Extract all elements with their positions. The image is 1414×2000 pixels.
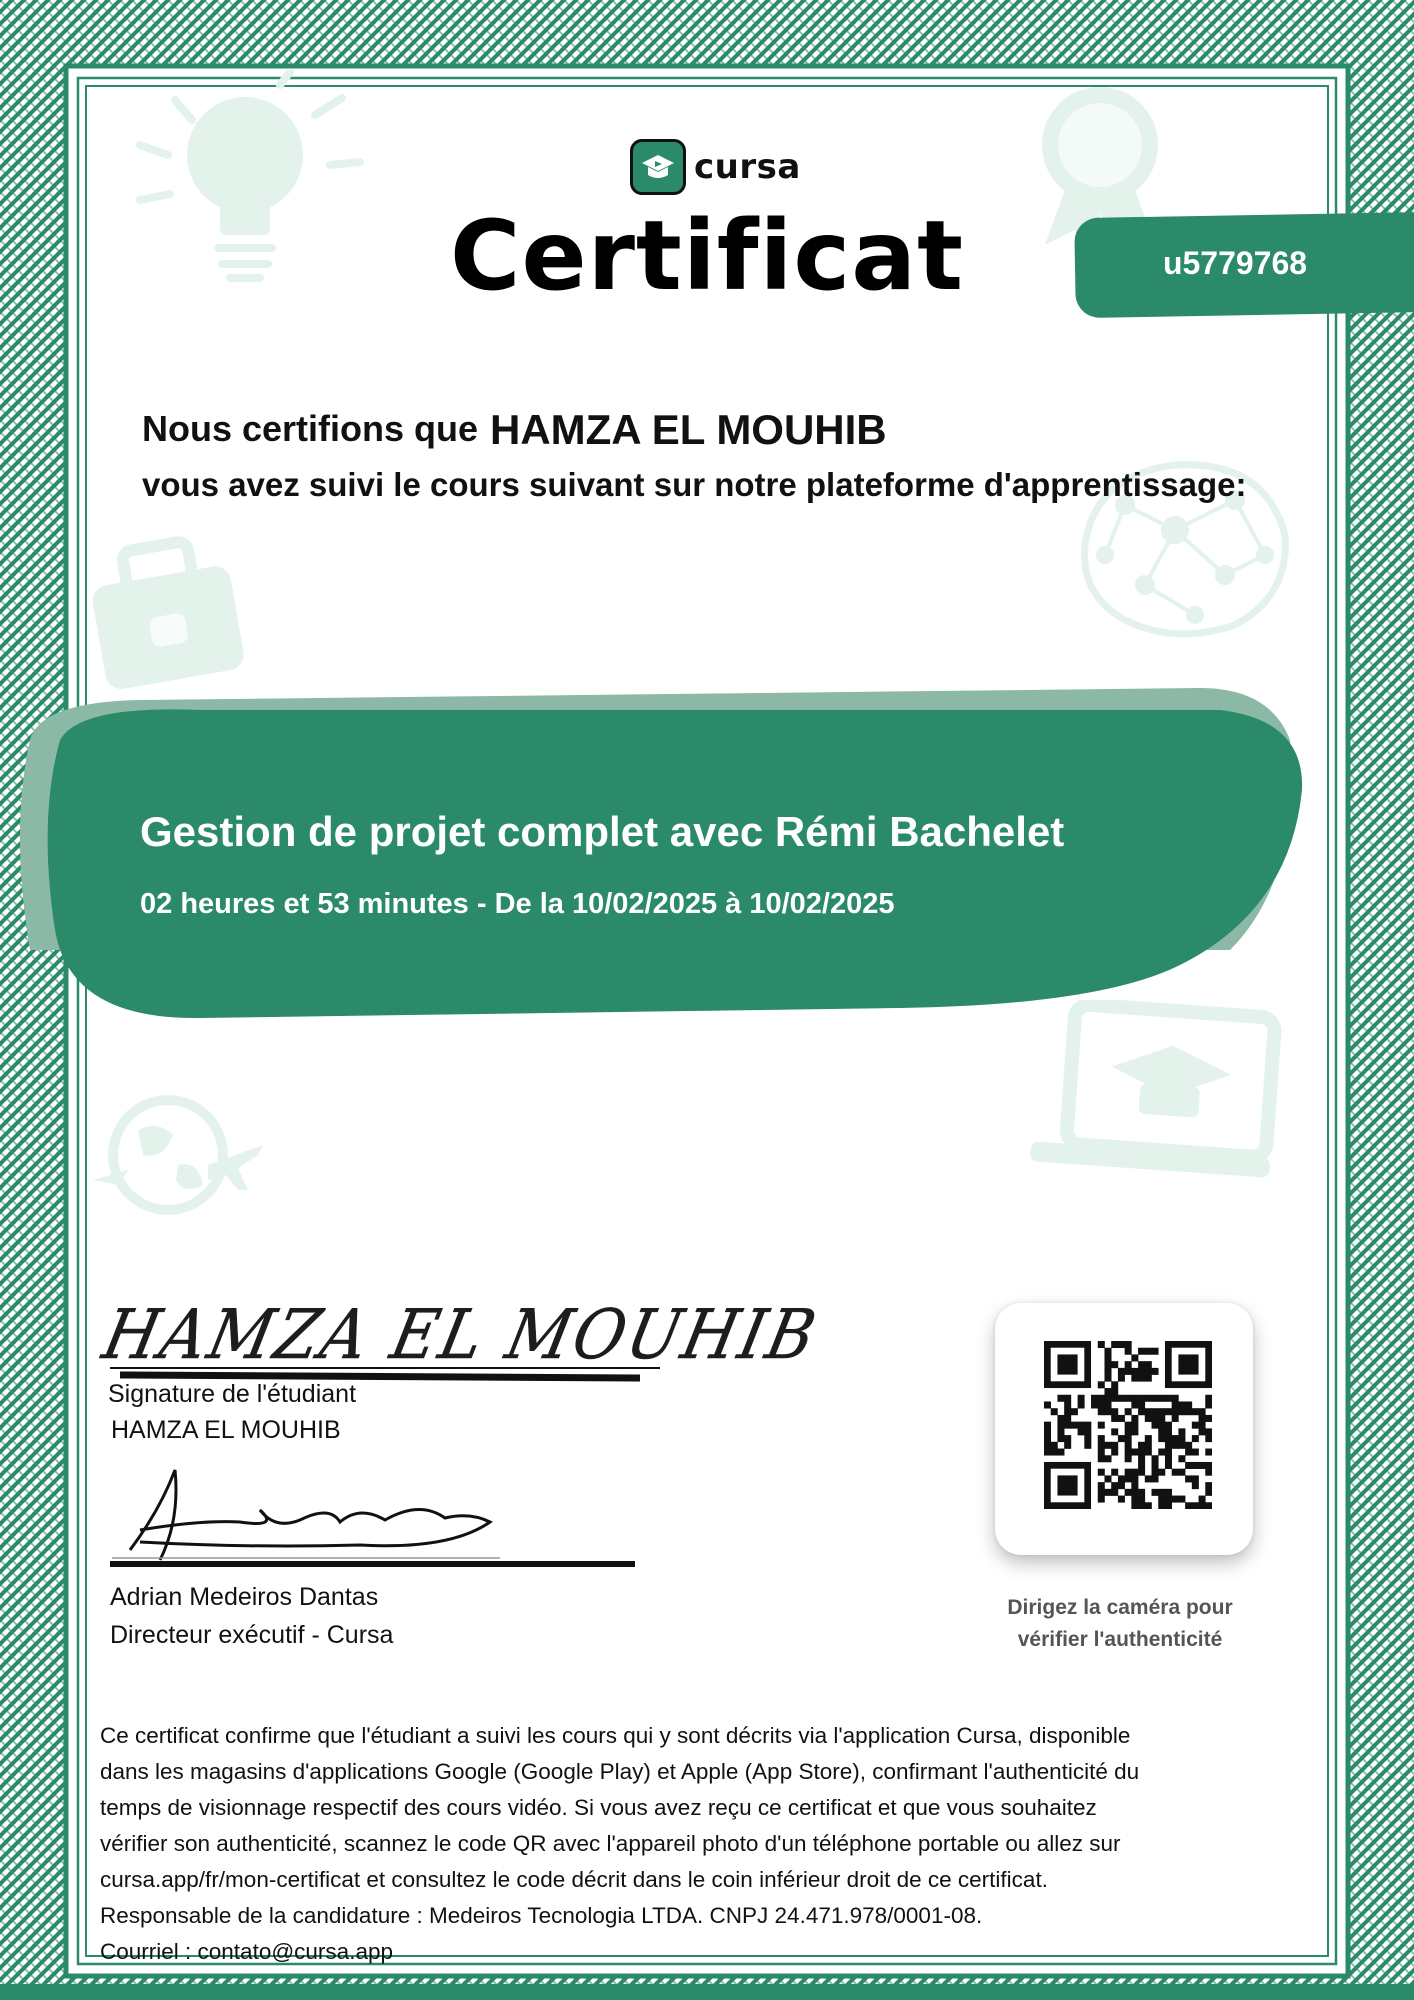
footer-line: Responsable de la candidature : Medeiros Tecnologia LTDA. CNPJ 24.471.978/0001-08. [100, 1903, 983, 1928]
footer-line: vérifier son authenticité, scannez le code QR avec l'appareil photo d'un téléphone portable ou allez sur [100, 1831, 1121, 1856]
footer-line: cursa.app/fr/mon-certificat et consultez le code décrit dans le coin inférieur droit de ce certificat. [100, 1867, 1048, 1892]
certificate-footer [100, 1718, 1300, 1970]
footer-line: Courriel : contato@cursa.app [100, 1939, 393, 1964]
qr-caption-line-1: Dirigez la caméra pour [1007, 1596, 1233, 1619]
director-name: Adrian Medeiros Dantas [110, 1583, 379, 1611]
intro-line-2: vous avez suivi le cours suivant sur notre plateforme d'apprentissage: [142, 466, 1247, 503]
briefcase-icon [88, 530, 248, 700]
student-signature-name: HAMZA EL MOUHIB [111, 1416, 341, 1444]
course-title: Gestion de projet complet avec Rémi Bachelet [140, 808, 1065, 855]
student-signature-handwriting: HAMZA EL MOUHIB [96, 1294, 826, 1375]
course-banner [0, 680, 1320, 1040]
footer-line: temps de visionnage respectif des cours vidéo. Si vous avez reçu ce certificat et que vous souhaitez [100, 1795, 1097, 1820]
certificate-id: u5779768 [1162, 245, 1308, 281]
footer-line: dans les magasins d'applications Google (Google Play) et Apple (App Store), confirmant l'authenticité du [100, 1759, 1140, 1784]
footer-line: Ce certificat confirme que l'étudiant a suivi les cours qui y sont décrits via l'application Cursa, disponible [100, 1723, 1131, 1748]
brand-name: cursa [694, 147, 801, 187]
student-name: HAMZA EL MOUHIB [490, 406, 887, 453]
globe-airplane-icon [88, 1090, 268, 1230]
student-signature-label: Signature de l'étudiant [108, 1380, 357, 1408]
cursa-logo [630, 138, 801, 196]
course-duration-dates: 02 heures et 53 minutes - De la 10/02/2025 à 10/02/2025 [140, 888, 895, 920]
director-signature-image [100, 1450, 660, 1580]
qr-caption [980, 1592, 1260, 1656]
qr-caption-line-2: vérifier l'authenticité [1017, 1628, 1223, 1651]
intro-line-1: Nous certifions que [142, 408, 479, 449]
graduation-cap-play-icon [630, 139, 686, 195]
director-role: Directeur exécutif - Cursa [110, 1621, 394, 1649]
qr-code-card [995, 1303, 1253, 1555]
certificate-title: Certificat [450, 200, 964, 312]
qr-code [1044, 1341, 1212, 1509]
